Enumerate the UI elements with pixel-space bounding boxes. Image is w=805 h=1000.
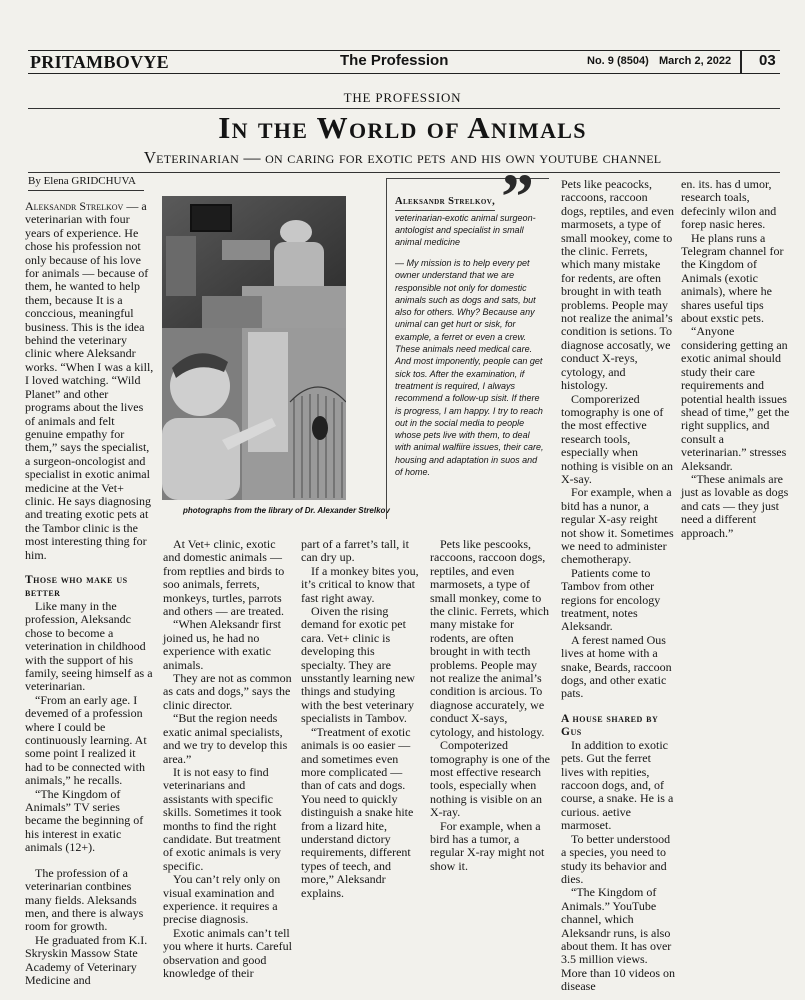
paragraph: If a monkey bites you, it’s critical to know that fast right away. [301,563,419,605]
quote-author-rule [395,210,495,211]
subheading-house: A house shared by Gus [561,712,659,738]
issue-number: No. 9 (8504) [587,55,649,67]
parrot-photo [162,328,346,500]
paragraph: It is not easy to find veterinarians and assistants with specific skills. Sometimes it took months to find the right candidate. But treatment of exotic animals is very specific. [163,764,282,873]
paragraph: Pets like pescooks, raccoons, raccoon dogs, reptiles, and even marmosets, a type of small monkey, come to the clinic. Ferrets, which many mistake for rodents, are often brought in with tecth problems. People may not realize the animal’s condition is arcious. To diagnose accurately, we conduct X-says, cytology, and histology. [430,537,549,739]
quote-text: — My mission is to help every pet owner understand that we are responsible not only for domestic animals such as dogs and sats, but also for others. Why? Because any unimal can get hurt or sisk, for example, a ferret or even a crew. These animals need medical care. And most imponently, people can get sick tos. After the examination, if treatment is required, I always recommend a follow-up sisit. If there is progress, I am happy. I try to reach out in the social media to people whose pets live with them, to deal with animal walfiire issues, their care, housing and adaptation in suos and of home. [395,258,544,478]
paragraph: To better understood a species, you need to study its behavior and dies. [561,831,671,886]
subheading-better: Those who make us better [25,573,128,599]
page-number: 03 [759,52,776,69]
paragraph: “From an early age. I devemed of a profession where I could be continuously learning. At some point I realized it had to be connected with animals,” he recalls. [25,692,147,788]
paragraph: “But the region needs exatic animal specialists, and we try to develop this area.” [163,711,288,766]
quote-author: Aleksandr Strelkov, [395,196,496,207]
subheadline-rule [28,172,780,173]
quote-author-role: veterinarian-exotic animal surgeon-antologist and specialist in small animal medicine [395,213,536,247]
paragraph: The profession of a veterinarian contbines many fields. Aleksands men, and there is always room for growth. [25,865,144,934]
byline: By Elena GRIDCHUVA [28,175,136,187]
paragraph: Comporerized tomography is one of the most effective research tools, especially when nothing is visible on an X-say. [561,391,673,486]
paragraph: Like many in the profession, Aleksandc chose to become a veterination in childhood with the support of his family, seeing himself as a veterinarian. [25,598,153,694]
byline-rule [28,190,144,191]
paragraph: Oiven the rising demand for exotic pet cara. Vet+ clinic is developing this specialty. They are unsstantly learning new things and studying with the best veterinary specialists in Tambov. [301,604,415,726]
article-column-3 [301,538,419,900]
article-column-4 [430,538,550,873]
article-column-1 [25,200,155,987]
paragraph: A ferest named Ous lives at home with a snake, Beards, raccoon dogs, and other exatic pats. [561,632,672,701]
section-name: The Profession [340,52,449,69]
paragraph: Exotic animals can’t tell you where it hurts. Careful observation and good knowledge of their [163,925,292,980]
article-column-2 [163,538,293,980]
paragraph: He plans runs a Telegram channel for the Kingdom of Animals (exotic animals), where he shares useful tips about exstic pets. [681,230,784,326]
issue-date: March 2, 2022 [659,55,732,67]
lead-paragraph [25,200,155,562]
paragraph: “Treatment of exotic animals is oo easier — and sometimes even more complicated — than of cats and dogs. You need to quickly distinguish a snake hite from a lizard hite, understand dictory requirements, different types of teech, and more,” Aleksandr explains. [301,724,414,900]
subheadline: Veterinarian — on caring for exotic pets and his own youtube channel [143,148,662,167]
article-column-5 [561,178,675,994]
lead-name: Aleksandr Strelkov [25,199,124,213]
quote-box [386,161,549,519]
paragraph: “Anyone considering getting an exotic animal should study their care requirements and potential health issues shead of time,” get the right supplics, and consult a veterinarian.” stresses Aleksandr. [681,324,790,473]
lead-text: — a veterinarian with four years of experience. He chose his profession not only because of his love for animals — because of them, he wanted to help them, because It is a conccious, meaningful business. This is the idea behind the veterinary clinic where Aleksandr works. “When I was a kill, I loved watching. “Wild Planet” and other programs about the lives of animals and felt genuine empathy for them,” says the specialist, a surgeon-oncologist and specialist in exotic animal medicine at the Vet+ clinic. He says diagnosing and treating exotic pets at the Tambor clinic is the most interesting thing for him. [25,199,154,562]
headline: In the World of Animals [218,110,587,145]
rubric-rule [28,108,780,109]
paragraph: At Vet+ clinic, exotic and domestic animals — from reptlies and birds to soo animals, ferrets, monkeys, turtles, parrots and others — are treated. [163,537,285,619]
paragraph: For example, when a bird has a tumor, a regular X-ray might not show it. [430,818,545,873]
parrot-photo-image [162,328,346,500]
paragraph: You can’t rely only on visual examination and experience. it requires a precise diagnosis. [163,872,281,927]
paragraph: “The Kingdom of Animals” TV series became the beginning of his interest in exatic animals (12+). [25,786,144,855]
rubric: THE PROFESSION [343,90,462,105]
paragraph: en. its. has d umor, research toals, defecinly wilon and forep nasic heres. [681,177,777,232]
paragraph: part of a farret’s tall, it can dry up. [301,537,409,565]
quote-mark-icon: ” [501,161,534,234]
paragraph: Compoterized tomography is one of the most effective research tools, especially when nothing is visible on an X-ray. [430,738,550,820]
paragraph: “These animals are just as lovable as dogs and cats — they just need a different approach.” [681,471,789,540]
paragraph: In addition to exotic pets. Gut the ferret lives with repities, raccoon dogs, and, of course, a snake. He is a curious. aetive marmoset. [561,737,674,833]
surgery-photo-image [162,196,346,328]
article-column-6 [681,178,791,540]
paragraph: He graduated from K.I. Skryskin Massow State Academy of Veterinary Medicine and [25,932,148,987]
paragraph: “The Kingdom of Animals.” YouTube channel, which Aleksandr runs, is also about them. It has over 3.5 million views. More than 10 videos on disease [561,885,675,994]
paragraph: For example, when a bitd has a nunor, a regular X-asy reight not show it. Sometimes we need to administer chemotherapy. [561,485,674,567]
paragraph: “When Aleksandr first joined us, he had no experience with exatic animals. [163,617,281,672]
newspaper-name: PRITAMBOVYE [30,52,169,72]
masthead-divider [740,51,742,73]
photo-caption: photographs from the library of Dr. Alexander Strelkov [183,506,390,515]
paragraph: Pets like peacocks, raccoons, raccoon dogs, reptiles, and even marmosets, a type of small mookey, come to the clinic. Ferrets, which many mistake for redents, are often brought in with teath problems. People may not realize the animal’s condition is setions. To diagnose accosatly, we conduct X-reys, cytology, and histology. [561,177,674,393]
masthead [28,50,780,74]
paragraph: Patients come to Tambov from other regions for encology treatment, notes Aleksandr. [561,565,661,634]
surgery-photo [162,196,346,328]
paragraph: They are not as common as cats and dogs,” says the clinic director. [163,671,292,712]
